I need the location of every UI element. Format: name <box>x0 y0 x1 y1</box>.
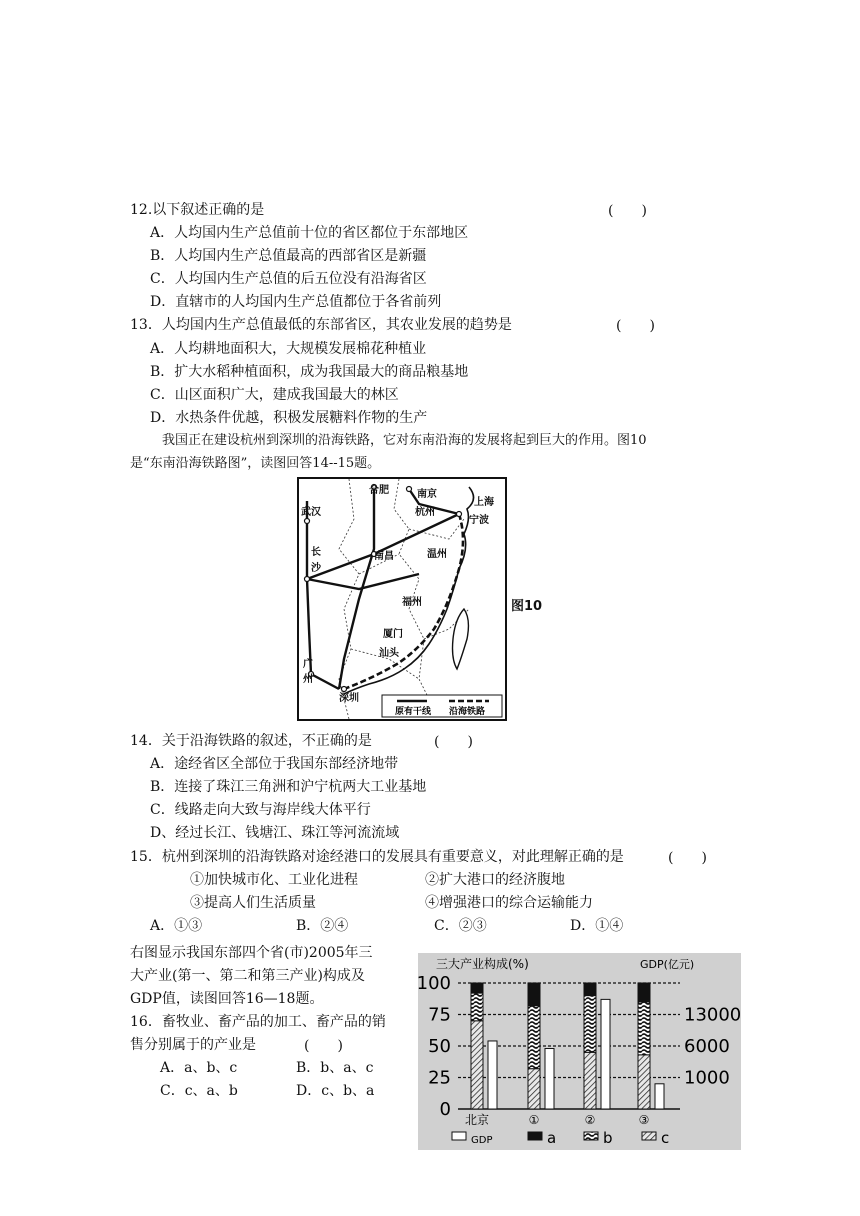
city-label-ningbo: 宁波 <box>469 515 489 526</box>
q13-option-b: B．扩大水稻种植面积，成为我国最大的商品粮基地 <box>150 364 469 380</box>
category-label: ② <box>584 1113 596 1127</box>
q16-option-b: B．b、a、c <box>296 1060 374 1076</box>
q14-option-d: D、经过长江、钱塘江、珠江等河流流域 <box>150 825 400 841</box>
q12-option-d: D．直辖市的人均国内生产总值都位于各省前列 <box>150 294 442 310</box>
q13-option-a: A．人均耕地面积大，大规模发展棉花种植业 <box>150 341 427 357</box>
q16-option-d: D．c、b、a <box>296 1083 375 1099</box>
legend-label: b <box>603 1129 613 1147</box>
q14-option-a: A．途经省区全部位于我国东部经济地带 <box>150 756 399 772</box>
stacked-bar-segment-c <box>471 1021 483 1109</box>
coastal-railway-map <box>297 477 507 721</box>
chart-right-axis-title: GDP(亿元) <box>640 958 695 971</box>
left-tick-label: 25 <box>428 1067 451 1089</box>
q15-option-a: A．①③ <box>150 918 203 934</box>
right-tick-label: 6000 <box>684 1036 730 1057</box>
left-tick-label: 100 <box>418 973 451 994</box>
legend-swatch <box>642 1132 656 1140</box>
legend-existing-lines: 原有干线 <box>395 707 432 717</box>
q12-stem: 12.以下叙述正确的是 <box>130 202 265 218</box>
gdp-bar <box>545 1049 554 1109</box>
gdp-bar <box>655 1084 664 1109</box>
stacked-bar-segment-c <box>584 1052 596 1109</box>
chart-title: 三大产业构成(%) <box>436 957 529 971</box>
left-tick-label: 50 <box>428 1036 451 1057</box>
q12-option-b: B．人均国内生产总值最高的西部省区是新疆 <box>150 248 427 264</box>
chart-category-labels <box>465 1112 649 1127</box>
q15-item-4: ④增强港口的综合运输能力 <box>425 895 593 911</box>
gdp-bar <box>601 999 610 1109</box>
q16-stem-line2: 售分别属于的产业是 <box>130 1037 256 1053</box>
q12-option-a: A．人均国内生产总值前十位的省区都位于东部地区 <box>150 225 469 241</box>
q16-option-c: C．c、a、b <box>160 1083 238 1099</box>
gdp-bar <box>488 1041 497 1109</box>
q13-option-c: C．山区面积广大，建成我国最大的林区 <box>150 387 399 403</box>
chart-legend <box>452 1129 669 1147</box>
map-drawing <box>299 479 505 719</box>
industry-structure-chart <box>418 953 741 1150</box>
city-label-guangzhou-1: 广 <box>303 659 313 670</box>
taiwan-island <box>453 609 469 669</box>
chart-svg <box>418 953 741 1150</box>
stacked-bar-segment-a <box>638 983 650 1002</box>
chart-intro-line3: GDP值，读图回答16—18题。 <box>130 991 324 1007</box>
left-tick-label: 75 <box>428 1004 451 1026</box>
legend-swatch <box>528 1132 542 1140</box>
right-tick-label: 1000 <box>684 1067 730 1089</box>
city-label-wuhan: 武汉 <box>301 507 321 518</box>
legend-label: c <box>661 1129 670 1147</box>
city-label-shanghai: 上海 <box>474 497 494 508</box>
railway-intro-line2: 是“东南沿海铁路图”，读图回答14--15题。 <box>130 456 381 471</box>
category-label: ③ <box>638 1113 650 1127</box>
q15-item-2: ②扩大港口的经济腹地 <box>425 872 565 888</box>
legend-coastal-railway: 沿海铁路 <box>449 707 486 717</box>
q15-option-c: C．②③ <box>434 918 487 934</box>
city-label-shantou: 汕头 <box>379 648 399 659</box>
city-label-nanchang: 南昌 <box>374 551 394 562</box>
q13-answer-paren: ( ) <box>616 318 655 334</box>
city-label-fuzhou: 福州 <box>402 597 422 608</box>
right-tick-label: 13000 <box>684 1004 741 1026</box>
legend-swatch <box>584 1132 598 1140</box>
legend-swatch <box>452 1132 466 1140</box>
stacked-bar-segment-b <box>528 1006 540 1069</box>
city-label-changsha-2: 沙 <box>311 563 321 574</box>
q16-option-a: A．a、b、c <box>160 1060 238 1076</box>
q14-option-c: C．线路走向大致与海岸线大体平行 <box>150 802 371 818</box>
city-label-nanjing: 南京 <box>417 489 437 500</box>
chart-intro-line2: 大产业(第一、第二和第三产业)构成及 <box>130 968 365 984</box>
q15-option-b: B．②④ <box>296 918 349 934</box>
q15-option-d: D．①④ <box>570 918 624 934</box>
legend-label: GDP <box>471 1135 493 1146</box>
stacked-bar-segment-a <box>584 983 596 996</box>
stacked-bar-segment-c <box>638 1055 650 1109</box>
city-label-xiamen: 厦门 <box>383 629 403 640</box>
q16-stem-line1: 16．畜牧业、畜产品的加工、畜产品的销 <box>130 1014 386 1030</box>
left-tick-label: 0 <box>439 1099 451 1120</box>
city-label-hangzhou: 杭州 <box>415 507 435 518</box>
q12-answer-paren: ( ) <box>608 203 647 219</box>
q13-option-d: D．水热条件优越，积极发展糖料作物的生产 <box>150 410 428 426</box>
q15-item-3: ③提高人们生活质量 <box>190 895 316 911</box>
stacked-bar-segment-b <box>584 996 596 1053</box>
q14-option-b: B．连接了珠江三角洲和沪宁杭两大工业基地 <box>150 779 427 795</box>
q12-option-c: C．人均国内生产总值的后五位没有沿海省区 <box>150 271 427 287</box>
category-label: ① <box>528 1113 540 1127</box>
stacked-bar-segment-a <box>528 983 540 1006</box>
city-markers <box>305 485 462 692</box>
city-label-shenzhen: 深圳 <box>339 693 359 704</box>
chart-right-tick-labels <box>684 1005 741 1089</box>
map-caption: 图10 <box>511 599 543 614</box>
chart-left-tick-labels <box>418 973 451 1120</box>
q15-answer-paren: ( ) <box>668 850 707 866</box>
q14-answer-paren: ( ) <box>434 734 473 750</box>
q16-answer-paren: ( ) <box>304 1038 343 1054</box>
city-label-wenzhou: 温州 <box>427 549 447 560</box>
q15-item-1: ①加快城市化、工业化进程 <box>190 872 358 888</box>
q13-stem: 13．人均国内生产总值最低的东部省区，其农业发展的趋势是 <box>130 317 512 333</box>
stacked-bar-segment-b <box>638 1002 650 1055</box>
city-labels <box>301 483 495 704</box>
chart-intro-line1: 右图显示我国东部四个省(市)2005年三 <box>130 945 373 961</box>
stacked-bar-segment-c <box>528 1069 540 1109</box>
q14-stem: 14．关于沿海铁路的叙述，不正确的是 <box>130 733 372 749</box>
city-label-changsha-1: 长 <box>311 547 321 558</box>
q15-stem: 15．杭州到深圳的沿海铁路对途经港口的发展具有重要意义，对此理解正确的是 <box>130 849 624 865</box>
railway-intro-line1: 我国正在建设杭州到深圳的沿海铁路，它对东南沿海的发展将起到巨大的作用。图10 <box>162 433 647 448</box>
legend-label: a <box>547 1129 557 1147</box>
map-legend <box>382 695 502 717</box>
stacked-bar-segment-b <box>471 993 483 1021</box>
city-label-guangzhou-2: 州 <box>303 674 313 685</box>
category-label: 北京 <box>464 1113 490 1127</box>
city-label-hefei: 合肥 <box>369 485 389 496</box>
stacked-bar-segment-a <box>471 983 483 993</box>
